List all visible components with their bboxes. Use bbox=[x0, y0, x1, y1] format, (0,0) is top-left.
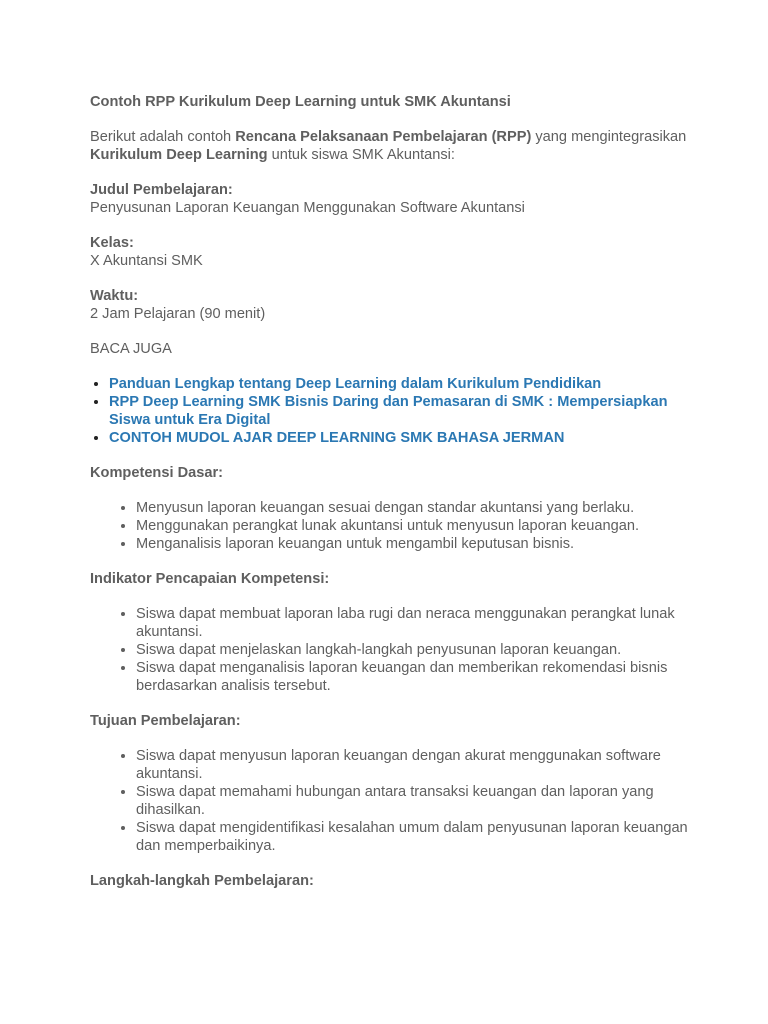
list-item bbox=[109, 429, 690, 447]
document-title: Contoh RPP Kurikulum Deep Learning untuk SMK Akuntansi bbox=[90, 94, 511, 110]
langkah-heading: Langkah-langkah Pembelajaran: bbox=[90, 873, 314, 889]
intro-bold-rpp: Rencana Pelaksanaan Pembelajaran (RPP) bbox=[235, 129, 532, 145]
tujuan-heading: Tujuan Pembelajaran: bbox=[90, 713, 241, 729]
intro-text-2: yang mengintegrasikan bbox=[531, 129, 687, 145]
intro-bold-kurikulum: Kurikulum Deep Learning bbox=[90, 147, 268, 163]
indikator-list bbox=[90, 605, 690, 695]
kelas-block bbox=[90, 234, 690, 270]
list-item bbox=[109, 375, 690, 393]
judul-block bbox=[90, 181, 690, 217]
list-item: • Menggunakan perangkat lunak akuntansi untuk menyusun laporan keuangan. bbox=[136, 517, 690, 535]
intro-text-1: Berikut adalah contoh bbox=[90, 129, 236, 145]
judul-value: Penyusunan Laporan Keuangan Menggunakan Software Akuntansi bbox=[90, 200, 525, 216]
list-item: • Siswa dapat menganalisis laporan keuangan dan memberikan rekomendasi bisnis berdasarkan analisis tersebut. bbox=[136, 659, 690, 695]
list-item: • Menganalisis laporan keuangan untuk mengambil keputusan bisnis. bbox=[136, 535, 690, 553]
related-link-2[interactable]: RPP Deep Learning SMK Bisnis Daring dan Pemasaran di SMK : Mempersiapkan Siswa untuk Era Digital bbox=[109, 394, 668, 428]
indikator-heading: Indikator Pencapaian Kompetensi: bbox=[90, 571, 330, 587]
list-item bbox=[109, 393, 690, 429]
waktu-value: 2 Jam Pelajaran (90 menit) bbox=[90, 306, 266, 322]
intro-paragraph bbox=[90, 128, 690, 164]
list-item: • Siswa dapat menyusun laporan keuangan dengan akurat menggunakan software akuntansi. bbox=[136, 747, 690, 783]
list-item: • Siswa dapat menjelaskan langkah-langkah penyusunan laporan keuangan. bbox=[136, 641, 690, 659]
kelas-value: X Akuntansi SMK bbox=[90, 253, 203, 269]
judul-label: Judul Pembelajaran: bbox=[90, 182, 233, 198]
kelas-label: Kelas: bbox=[90, 235, 134, 251]
waktu-block bbox=[90, 287, 690, 323]
intro-text-3: untuk siswa SMK Akuntansi: bbox=[267, 147, 455, 163]
list-item: • Menyusun laporan keuangan sesuai dengan standar akuntansi yang berlaku. bbox=[136, 499, 690, 517]
baca-juga-label: BACA JUGA bbox=[90, 341, 172, 357]
waktu-label: Waktu: bbox=[90, 288, 139, 304]
tujuan-list bbox=[90, 747, 690, 855]
related-link-3[interactable]: CONTOH MUDOL AJAR DEEP LEARNING SMK BAHASA JERMAN bbox=[109, 430, 565, 446]
related-link-1[interactable]: Panduan Lengkap tentang Deep Learning dalam Kurikulum Pendidikan bbox=[109, 376, 602, 392]
baca-juga-list bbox=[90, 375, 690, 447]
list-item: • Siswa dapat mengidentifikasi kesalahan umum dalam penyusunan laporan keuangan dan memperbaikinya. bbox=[136, 819, 690, 855]
kompetensi-dasar-heading: Kompetensi Dasar: bbox=[90, 465, 224, 481]
list-item: • Siswa dapat membuat laporan laba rugi dan neraca menggunakan perangkat lunak akuntansi. bbox=[136, 605, 690, 641]
list-item: • Siswa dapat memahami hubungan antara transaksi keuangan dan laporan yang dihasilkan. bbox=[136, 783, 690, 819]
document-page bbox=[90, 93, 690, 907]
kompetensi-dasar-list bbox=[90, 499, 690, 553]
